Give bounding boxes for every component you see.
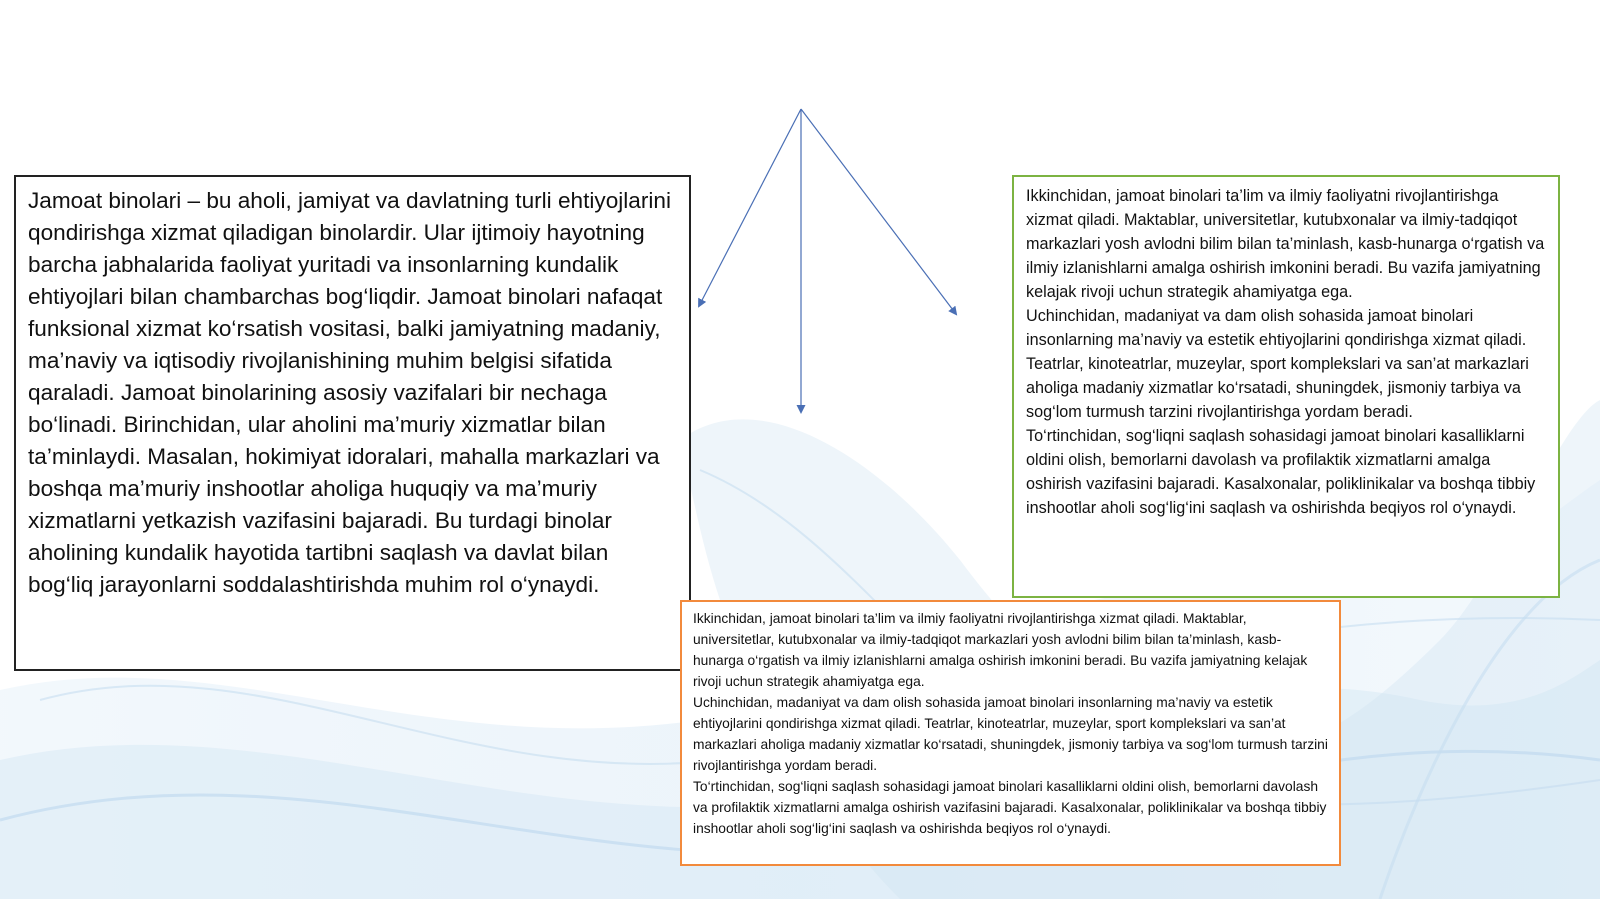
arrow-left: [699, 109, 801, 306]
bottom-paragraph: Uchinchidan, madaniyat va dam olish sohasida jamoat binolari insonlarning ma’naviy va estetik ehtiyojlarini qondirishga xizmat qiladi. Teatrlar, kinoteatrlar, muzeylar, sport komplekslari va san’at markazlari aholiga madaniy xizmatlar ko‘rsatadi, shuningdek, jismoniy tarbiya va sog‘lom turmush tarzini rivojlantirishga yordam beradi.: [693, 695, 1332, 773]
main-text: Jamoat binolari – bu aholi, jamiyat va davlatning turli ehtiyojlarini qondirishga xizmat qiladigan binolardir. Ular ijtimoiy hayotning barcha jabhalarida faoliyat yuritadi va insonlarning kundalik ehtiyojlari bilan chambarchas bog‘liqdir. Jamoat binolari nafaqat funksional xizmat ko‘rsatish vositasi, balki jamiyatning madaniy, ma’naviy va iqtisodiy rivojlanishining muhim belgisi sifatida qaraladi. Jamoat binolarining asosiy vazifalari bir nechaga bo‘linadi. Birinchidan, ular aholini ma’muriy xizmatlar bilan ta’minlaydi. Masalan, hokimiyat idoralari, mahalla markazlari va boshqa ma’muriy inshootlar aholiga huquqiy va ma’muriy xizmatlarni yetkazish vazifasini bajaradi. Bu turdagi binolar aholining kundalik hayotida tartibni saqlash va davlat bilan bog‘liq jarayonlarni soddalashtirishda muhim rol o‘ynaydi.: [28, 188, 678, 597]
arrow-right: [801, 109, 956, 314]
bottom-paragraph: To‘rtinchidan, sog‘liqni saqlash sohasidagi jamoat binolari kasalliklarni oldini olish, bemorlarni davolash va profilaktik xizmatlarni amalga oshirish vazifasini bajaradi. Kasalxonalar, poliklinikalar va boshqa tibbiy inshootlar aholi sog‘lig‘ini saqlash va oshirishda beqiyos rol o‘ynaydi.: [693, 779, 1331, 836]
right-paragraph: Ikkinchidan, jamoat binolari ta’lim va ilmiy faoliyatni rivojlantirishga xizmat qiladi. Maktablar, universitetlar, kutubxonalar va ilmiy-tadqiqot markazlari yosh avlodni bilim bilan ta’minlash, kasb-hunarga o‘rgatish va ilmiy izlanishlarni amalga oshirish imkonini beradi. Bu vazifa jamiyatning kelajak rivoji uchun strategik ahamiyatga ega.: [1026, 187, 1549, 301]
right-text-box: [1012, 175, 1560, 598]
right-paragraph: To‘rtinchidan, sog‘liqni saqlash sohasidagi jamoat binolari kasalliklarni oldini olish, bemorlarni davolash va profilaktik xizmatlarni amalga oshirish vazifasini bajaradi. Kasalxonalar, poliklinikalar va boshqa tibbiy inshootlar aholi sog‘lig‘ini saqlash va oshirishda beqiyos rol o‘ynaydi.: [1026, 427, 1540, 517]
bottom-text-box: [680, 600, 1341, 866]
bottom-paragraph: Ikkinchidan, jamoat binolari ta’lim va ilmiy faoliyatni rivojlantirishga xizmat qiladi. Maktablar, universitetlar, kutubxonalar va ilmiy-tadqiqot markazlari yosh avlodni bilim bilan ta’minlash, kasb-hunarga o‘rgatish va ilmiy izlanishlarni amalga oshirish imkonini beradi. Bu vazifa jamiyatning kelajak rivoji uchun strategik ahamiyatga ega.: [693, 611, 1312, 689]
main-text-box: [14, 175, 691, 671]
right-paragraph: Uchinchidan, madaniyat va dam olish sohasida jamoat binolari insonlarning ma’naviy va estetik ehtiyojlarini qondirishga xizmat qiladi. Teatrlar, kinoteatrlar, muzeylar, sport komplekslari va san’at markazlari aholiga madaniy xizmatlar ko‘rsatadi, shuningdek, jismoniy tarbiya va sog‘lom turmush tarzini rivojlantirishga yordam beradi.: [1026, 307, 1534, 421]
